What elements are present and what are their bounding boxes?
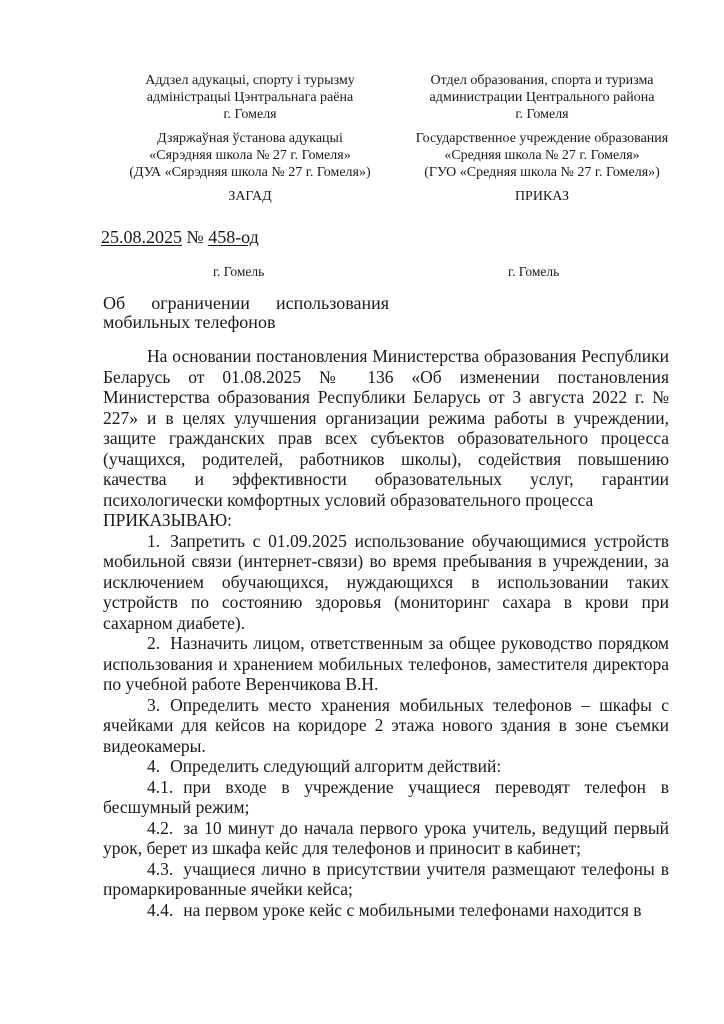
- org-line: Отдел образования, спорта и туризма: [430, 73, 654, 88]
- item-text: Запретить с 01.09.2025 использование обучающимися устройств мобильной связи (интернет-связи) во время пребывания в учреждении, за исключением обучающихся, нуждающихся в использовании таких устройств по состоянию здоровья (мониторинг сахара в крови при сахарном диабете).: [103, 530, 669, 633]
- order-number: 458-од: [208, 227, 259, 247]
- item-text: учащиеся лично в присутствии учителя размещают телефоны в промаркированные ячейки кейса;: [103, 858, 669, 899]
- org-line: адміністрацыі Цэнтральнага раёна: [146, 90, 354, 105]
- item-text: Назначить лицом, ответственным за общее руководство порядком использования и хранением мобильных телефонов, заместителя директора по учебной работе Веренчикова В.Н.: [103, 633, 669, 694]
- doc-type-ru: ПРИКАЗ: [514, 189, 570, 204]
- org-line: Аддзел адукацыі, спорту і турызму: [145, 73, 355, 88]
- number-sign: №: [186, 227, 204, 247]
- order-date: 25.08.2025: [101, 227, 182, 247]
- order-item: [103, 818, 669, 859]
- institution-name-ru: [382, 130, 702, 181]
- inst-line: «Средняя школа № 27 г. Гомеля»: [444, 148, 640, 163]
- header-left: [100, 72, 400, 205]
- directive: ПРИКАЗЫВАЮ:: [103, 510, 232, 530]
- preamble: На основании постановления Министерства образования Республики Беларусь от 01.08.2025 № 136 «Об изменении постановления Министерства образования Республики Беларусь от 3 августа 2022 г. № 227» и в целях улучшения организации режима работы в учреждении, защите гражданских прав всех субъектов образовательного процесса (учащихся, родителей, работников школы), содействия повышению качества и эффективности образовательных услуг, гарантии психологически комфортных условий образовательного процесса: [103, 346, 669, 510]
- order-item: [103, 531, 669, 634]
- subject-line-2: мобильных телефонов: [103, 312, 276, 332]
- order-body: [103, 346, 669, 920]
- order-subject: [103, 294, 389, 332]
- item-number: 4.2.: [147, 817, 174, 838]
- inst-line: Государственное учреждение образования: [415, 131, 669, 146]
- item-text: Определить следующий алгоритм действий:: [170, 756, 502, 776]
- org-line: г. Гомеля: [223, 107, 277, 122]
- item-text: Определить место хранения мобильных телефонов – шкафы с ячейками для кейсов на коридоре 2 этажа нового здания в зоне съемки видеокамеры.: [103, 694, 669, 756]
- org-line: администрации Центрального района: [429, 90, 655, 105]
- item-number: 4.4.: [147, 899, 174, 920]
- inst-line: Дзяржаўная ўстанова адукацыі: [157, 131, 343, 146]
- inst-line: (ГУО «Средняя школа № 27 г. Гомеля»): [424, 165, 660, 180]
- order-item: [103, 900, 669, 921]
- order-item: [103, 756, 669, 777]
- org-line: г. Гомеля: [515, 107, 569, 122]
- city-be: г. Гомель: [213, 264, 265, 279]
- item-number: 1.: [147, 530, 161, 551]
- order-item: [103, 777, 669, 818]
- subject-line-1: Об ограничении использования: [103, 293, 389, 313]
- inst-line: «Сярэдняя школа № 27 г. Гомеля»: [149, 148, 351, 163]
- header-right: [382, 72, 702, 205]
- org-name-be: [100, 72, 400, 123]
- order-date-number: [101, 226, 259, 248]
- org-name-ru: [382, 72, 702, 123]
- item-text: на первом уроке кейс с мобильными телефонами находится в: [183, 899, 642, 920]
- order-item: [103, 859, 669, 900]
- item-text: при входе в учреждение учащиеся переводят телефон в бесшумный режим;: [103, 776, 669, 817]
- institution-name-be: [100, 130, 400, 181]
- item-number: 4.1.: [147, 776, 174, 797]
- order-item: [103, 695, 669, 757]
- inst-line: (ДУА «Сярэдняя школа № 27 г. Гомеля»): [129, 165, 371, 180]
- item-number: 2.: [147, 633, 161, 653]
- doc-type-be: ЗАГАД: [228, 189, 272, 204]
- item-number: 4.: [147, 756, 161, 776]
- item-number: 4.3.: [147, 858, 174, 879]
- city-ru: г. Гомель: [508, 264, 560, 279]
- item-number: 3.: [147, 694, 161, 715]
- item-text: за 10 минут до начала первого урока учитель, ведущий первый урок, берет из шкафа кейс для телефонов и приносит в кабинет;: [103, 817, 669, 858]
- order-item: [103, 633, 669, 695]
